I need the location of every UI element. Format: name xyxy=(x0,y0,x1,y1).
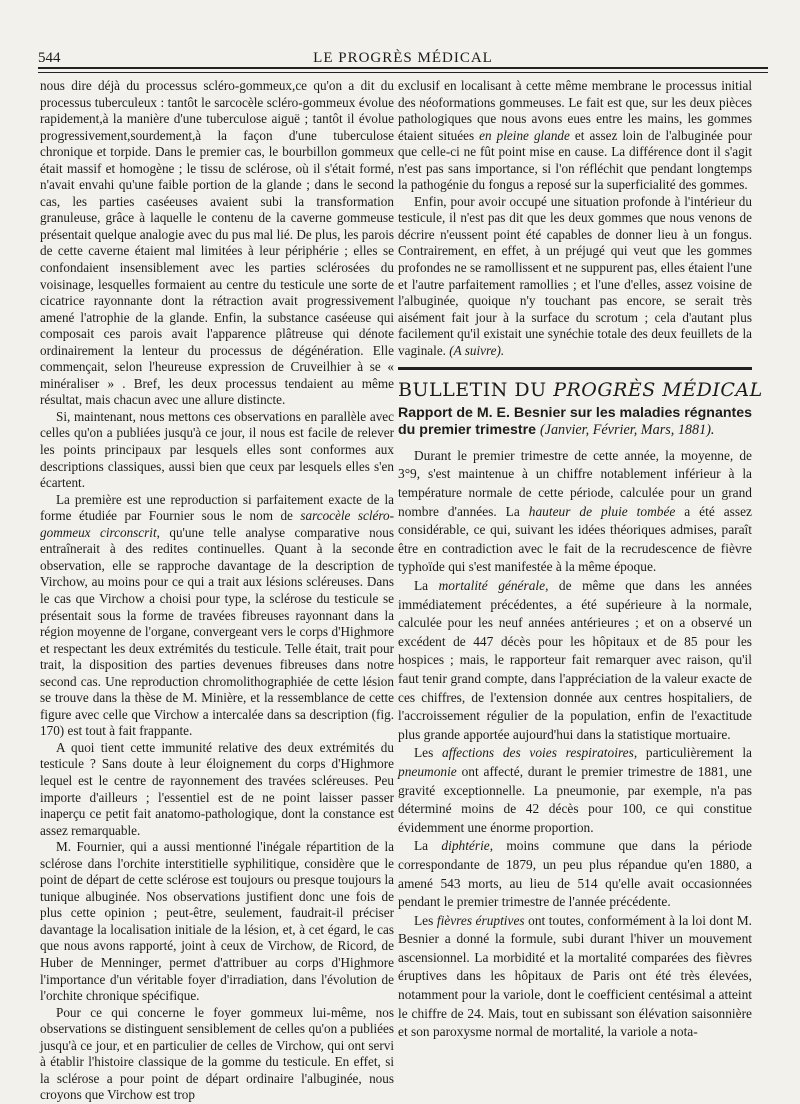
to-be-continued: (A suivre). xyxy=(449,342,505,358)
paragraph: Si, maintenant, nous mettons ces observations en parallèle avec celles qu'on a publiées jusqu'à ce jour, il nous est facile de relever les points principaux par lesquels elles sont conformes aux descriptions classiques, aussi bien que ceux par lesquels elles s'en écartent. xyxy=(40,408,394,491)
paragraph: Les fièvres éruptives ont toutes, conformément à la loi dont M. Besnier a donné la formule, subi durant l'hiver un mouvement ascensionnel. La morbidité et la mortalité comparées des fièvres éruptives dans les hôpitaux de Paris ont été très élevées, notamment pour la variole, dont le coefficient centésimal a atteint le chiffre de 24. Mais, tout en subissant son élévation saisonnière et son paroxysme normal de mortalité, la variole a nota- xyxy=(398,912,752,1040)
running-title: LE PROGRÈS MÉDICAL xyxy=(313,50,493,66)
paragraph: M. Fournier, qui a aussi mentionné l'inégale répartition de la sclérose dans l'orchite interstitielle syphilitique, considère que le point de départ de cette sclérose est toujours ou presque toujours la tunique albuginée. Nos observations justifient donc une fois de plus cette opinion ; peut-être, seulement, faudrait-il préciser davantage la localisation initiale de la lésion, et, à cet égard, le cas que nous avons rapporté, joint à ceux de Virchow, de Ricord, de Huber de Menninger, permet d'attribuer au corps d'Highmore l'importance d'un véritable foyer d'irradiation, dans l'évolution de l'orchite chronique spécifique. xyxy=(40,839,394,1004)
paragraph: exclusif en localisant à cette même membrane le processus initial des néoformations gommeuses. Le fait est que, sur les deux pièces pathologiques que nous avons eues entre les mains, les gommes étaient situées en pleine glande et assez loin de l'albuginée pour que celle-ci ne fût point mise en cause. La différence dont il s'agit n'est pas sans importance, si l'on réfléchit que pendant longtemps la pathogénie du fongus a reposé sur la superficialité des gommes. xyxy=(398,78,753,193)
page-header xyxy=(38,50,768,68)
right-column xyxy=(398,78,763,1042)
article-title: Rapport de M. E. Besnier sur les maladies régnantes du premier trimestre (Janvier, Février, Mars, 1881). xyxy=(398,404,753,438)
section-divider xyxy=(398,367,752,374)
paragraph: Durant le premier trimestre de cette année, la moyenne, de 3°9, s'est maintenue à un chiffre notablement inférieur à la température normale de cette période, calculée pour un grand nombre d'années. La hauteur de pluie tombée a été assez considérable, ce qui, suivant les idées théoriques admises, paraît être en contradiction avec le fait de la recrudescence de fièvre typhoïde qui s'est manifestée à la même époque. xyxy=(398,447,752,575)
paragraph: Pour ce qui concerne le foyer gommeux lui-même, nos observations se distinguent sensiblement de celles qu'on a publiées jusqu'à ce jour, et en particulier de celles de Virchow, qui ont servi à établir l'histoire classique de la gomme du testicule. En effet, si la sclérose a pour point de départ ordinaire l'albuginée, nous croyons que Virchow est trop xyxy=(40,1004,394,1103)
bulletin-heading: BULLETIN DU PROGRÈS MÉDICAL xyxy=(398,379,763,402)
paragraph: La diphtérie, moins commune que dans la période correspondante de 1879, un peu plus répandue qu'en 1880, a amené 543 morts, au lieu de 514 qu'elle avait occasionnées pendant le premier trimestre de l'année précédente. xyxy=(398,838,752,910)
page-number: 544 xyxy=(38,50,61,66)
paragraph: Enfin, pour avoir occupé une situation profonde à l'intérieur du testicule, il n'est pas dit que les deux gommes que nous venons de décrire n'eussent point été capables de donner lieu à un fongus. Contrairement, en effet, à un préjugé qui veut que les gommes profondes ne se ramollissent et ne suppurent pas, elles étaient l'une et l'autre parfaitement ramollies ; et l'une d'elles, assez voisine de l'albuginée, quoique n'y touchant pas encore, se serait très aisément fait jour à la surface du scrotum ; cela d'autant plus facilement qu'il existait une synéchie totale des deux feuillets de la vaginale. (A suivre). xyxy=(398,193,752,358)
article-dates: (Janvier, Février, Mars, 1881). xyxy=(539,421,715,438)
header-rule xyxy=(38,67,768,73)
paragraph: Les affections des voies respiratoires, particulièrement la pneumonie ont affecté, durant le premier trimestre de 1881, une gravité exceptionnelle. La pneumonie, par exemple, n'a pas déterminé moins de 42 décès pour 100, ce qui constitue évidemment une énorme proportion. xyxy=(398,745,752,835)
paragraph: La première est une reproduction si parfaitement exacte de la forme étudiée par Fournier sous le nom de sarcocèle scléro-gommeux circonscrit, qu'une telle analyse comparative nous entraînerait à des redites continuelles. Quant à la seconde observation, elle se rapproche davantage de la description de Virchow, au moins pour ce qui a trait aux lésions scléreuses. Dans le cas que Virchow a choisi pour type, la sclérose du testicule se présentait sous la forme de travées fibreuses rayonnant dans la région moyenne de l'organe, convergeant vers le corps d'Highmore et respectant les deux extrémités du testicule. Telle était, trait pour trait, la disposition des parties devenues fibreuses dans notre second cas. Une reproduction chromolithographiée de cette lésion se trouve dans la thèse de M. Minière, et la ressemblance de cette figure avec celle que Virchow a intercalée dans sa description (fig. 170) est tout à fait frappante. xyxy=(40,491,395,739)
paragraph: nous dire déjà du processus scléro-gommeux,ce qu'on a dit du processus tuberculeux : tantôt le sarcocèle scléro-gommeux évolue rapidement,à la manière d'une tuberculose aiguë ; tantôt il évolue progressivement,sourdement,à la façon d'une tuberculose chronique et torpide. Dans le premier cas, le bourbillon gommeux était massif et homogène ; le tissu de sclérose, où il s'était formé, n'avait envahi qu'une faible portion de la glande ; dans le second cas, les parties caséeuses avaient subi la transformation granuleuse, grâce à laquelle le contenu de la caverne gommeuse présentait quelque analogie avec du pus mal lié. De plus, les parois de cette caverne étaient mal limitées à leur périphérie ; elles se confondaient insensiblement avec les parties sclérosées du voisinage, lesquelles formaient au centre du testicule une sorte de cicatrice rayonnante dont la rétraction avait progressivement amené l'atrophie de la glande. Enfin, la substance caséeuse qui composait ces parois avait l'apparence plâtreuse qui dénote ordinairement la lenteur du processus de dégénération. Elle commençait, selon l'heureuse expression de Cruveilhier à se « minéraliser » . Bref, les deux processus tendaient au même résultat, mais chacun avec une allure distincte. xyxy=(40,78,394,408)
paragraph: A quoi tient cette immunité relative des deux extrémités du testicule ? Sans doute à leur éloignement du corps d'Highmore lequel est le centre de rayonnement des travées scléreuses. Peu importe d'ailleurs ; l'essentiel est de ne point laisser passer inaperçu ce petit fait anatomo-pathologique, dont la constance est assez remarquable. xyxy=(40,739,394,838)
paragraph: La mortalité générale, de même que dans les années immédiatement précédentes, a été supérieure à la normale, calculée pour les neuf années antérieures ; et on a observé un excédent de 447 décès pour les hôpitaux et de 85 pour les hospices ; mais, le rapporteur fait remarquer avec raison, qu'il faut tenir grand compte, dans l'appréciation de la valeur exacte de ces chiffres, de l'extension donnée aux centres hospitaliers, de l'accroissement régulier de la population, enfin de l'exactitude plus grande apportée aujourd'hui dans la statistique mortuaire. xyxy=(398,578,752,742)
left-column xyxy=(40,78,394,1104)
article-body xyxy=(398,447,752,1042)
